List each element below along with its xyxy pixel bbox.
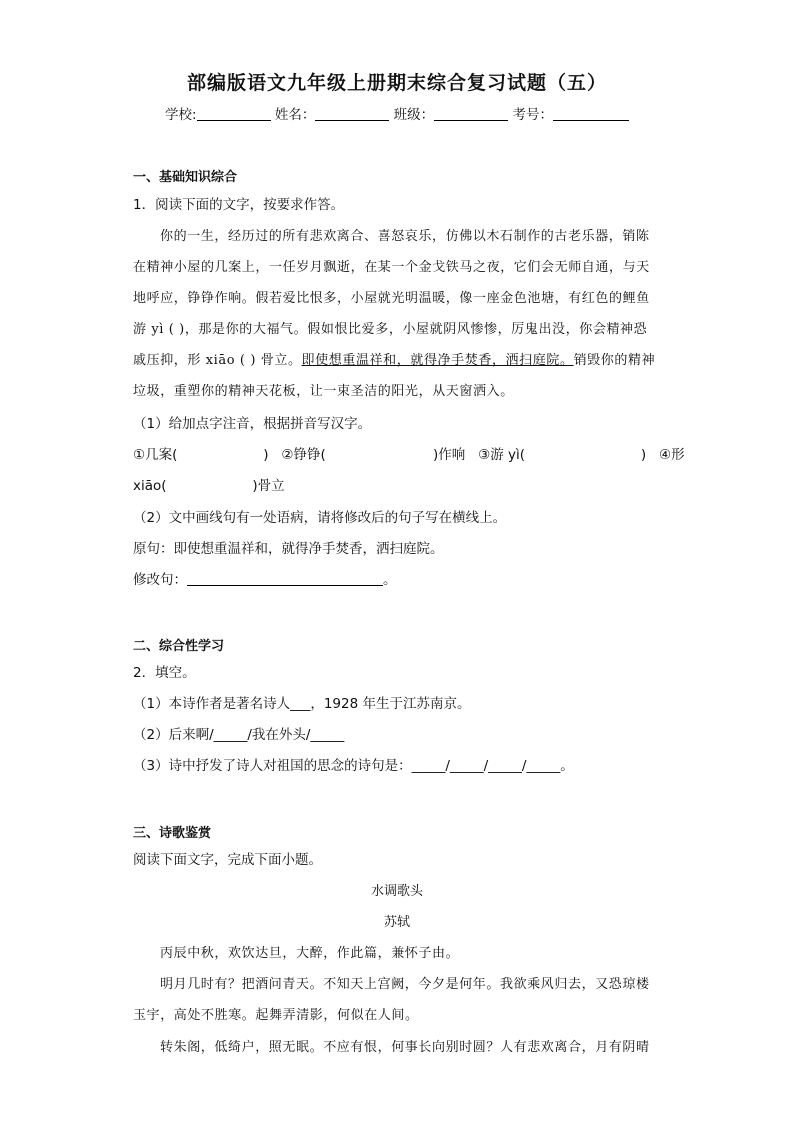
underlined-sentence: 即使想重温祥和，就得净手焚香，洒扫庭院。 — [301, 353, 574, 368]
class-label: 班级： — [393, 107, 435, 123]
passage-line-3: 地呼应，铮铮作响。假若爱比恨多，小屋就光明温暖，像一座金色池塘，有红色的鲤鱼 — [133, 291, 650, 306]
question-2-part-2[interactable]: （2）后来啊/_____/我在外头/_____ — [133, 727, 345, 743]
passage-line-2: 在精神小屋的几案上，一任岁月飘逝，在某一个金戈铁马之夜，它们会无师自通，与天 — [133, 260, 650, 275]
sub-question-1-blanks-cont[interactable]: xiāo( )骨立 — [133, 478, 285, 494]
revised-label: 修改句： — [133, 572, 187, 588]
school-label: 学校: — [165, 107, 197, 123]
passage-line-5 — [133, 349, 655, 368]
original-sentence: 原句：即使想重温祥和，就得净手焚香，洒扫庭院。 — [133, 541, 444, 557]
exam-number-label: 考号： — [512, 107, 553, 123]
name-blank[interactable] — [315, 106, 389, 121]
question-1: 1．阅读下面的文字，按要求作答。 — [133, 197, 345, 213]
sub-question-1: （1）给加点字注音，根据拼音写汉字。 — [133, 416, 372, 432]
passage-line-1: 你的一生，经历过的所有悲欢离合、喜怒哀乐，仿佛以木石制作的古老乐器，销陈 — [160, 229, 650, 244]
revised-end: 。 — [383, 572, 397, 588]
poem-title: 水调歌头 — [370, 884, 423, 899]
exam-number-blank[interactable] — [553, 106, 629, 121]
section-1-heading: 一、基础知识综合 — [133, 170, 238, 185]
poem-preface: 丙辰中秋，欢饮达旦，大醉，作此篇，兼怀子由。 — [160, 946, 460, 961]
sub-question-1-blanks[interactable]: ①几案( ) ②铮铮( )作响 ③游 yì( ) ④形 — [133, 447, 685, 463]
school-blank[interactable] — [197, 106, 271, 121]
name-label: 姓名： — [274, 107, 316, 123]
section-2-heading: 二、综合性学习 — [133, 639, 225, 654]
section-3-heading: 三、诗歌鉴赏 — [133, 826, 212, 841]
question-2-part-3[interactable]: （3）诗中抒发了诗人对祖国的思念的诗句是：_____/_____/_____/_____。 — [133, 758, 574, 774]
section-3-intro: 阅读下面文字，完成下面小题。 — [133, 852, 322, 868]
poem-line-1b: 玉宇，高处不胜寒。起舞弄清影，何似在人间。 — [133, 1008, 419, 1023]
class-blank[interactable] — [434, 106, 508, 121]
passage-line-4: 游 yì ( )，那是你的大福气。假如恨比爱多，小屋就阴风惨惨，厉鬼出没，你会精神恐 — [133, 322, 648, 337]
passage-line-5-start: 戚压抑，形 xiāo ( ) 骨立。 — [133, 353, 302, 368]
poem-author: 苏轼 — [383, 915, 410, 930]
student-info-row — [165, 103, 629, 123]
page-title: 部编版语文九年级上册期末综合复习试题（五） — [186, 72, 607, 94]
revised-answer-blank[interactable] — [187, 571, 383, 586]
revised-sentence-row — [133, 568, 397, 588]
passage-line-5-end: 销毁你的精神 — [573, 353, 656, 368]
question-2-part-1[interactable]: （1）本诗作者是著名诗人___，1928 年生于江苏南京。 — [133, 696, 471, 712]
poem-line-2a: 转朱阁，低绮户，照无眠。不应有恨，何事长向别时圆？人有悲欢离合，月有阴晴 — [160, 1040, 650, 1055]
passage-line-6: 垃圾，重塑你的精神天花板，让一束圣洁的阳光，从天窗洒入。 — [133, 384, 514, 399]
question-2: 2．填空。 — [133, 665, 196, 681]
sub-question-2: （2）文中画线句有一处语病，请将修改后的句子写在横线上。 — [133, 510, 507, 526]
poem-line-1a: 明月几时有？把酒问青天。不知天上宫阙，今夕是何年。我欲乘风归去，又恐琼楼 — [160, 977, 650, 992]
